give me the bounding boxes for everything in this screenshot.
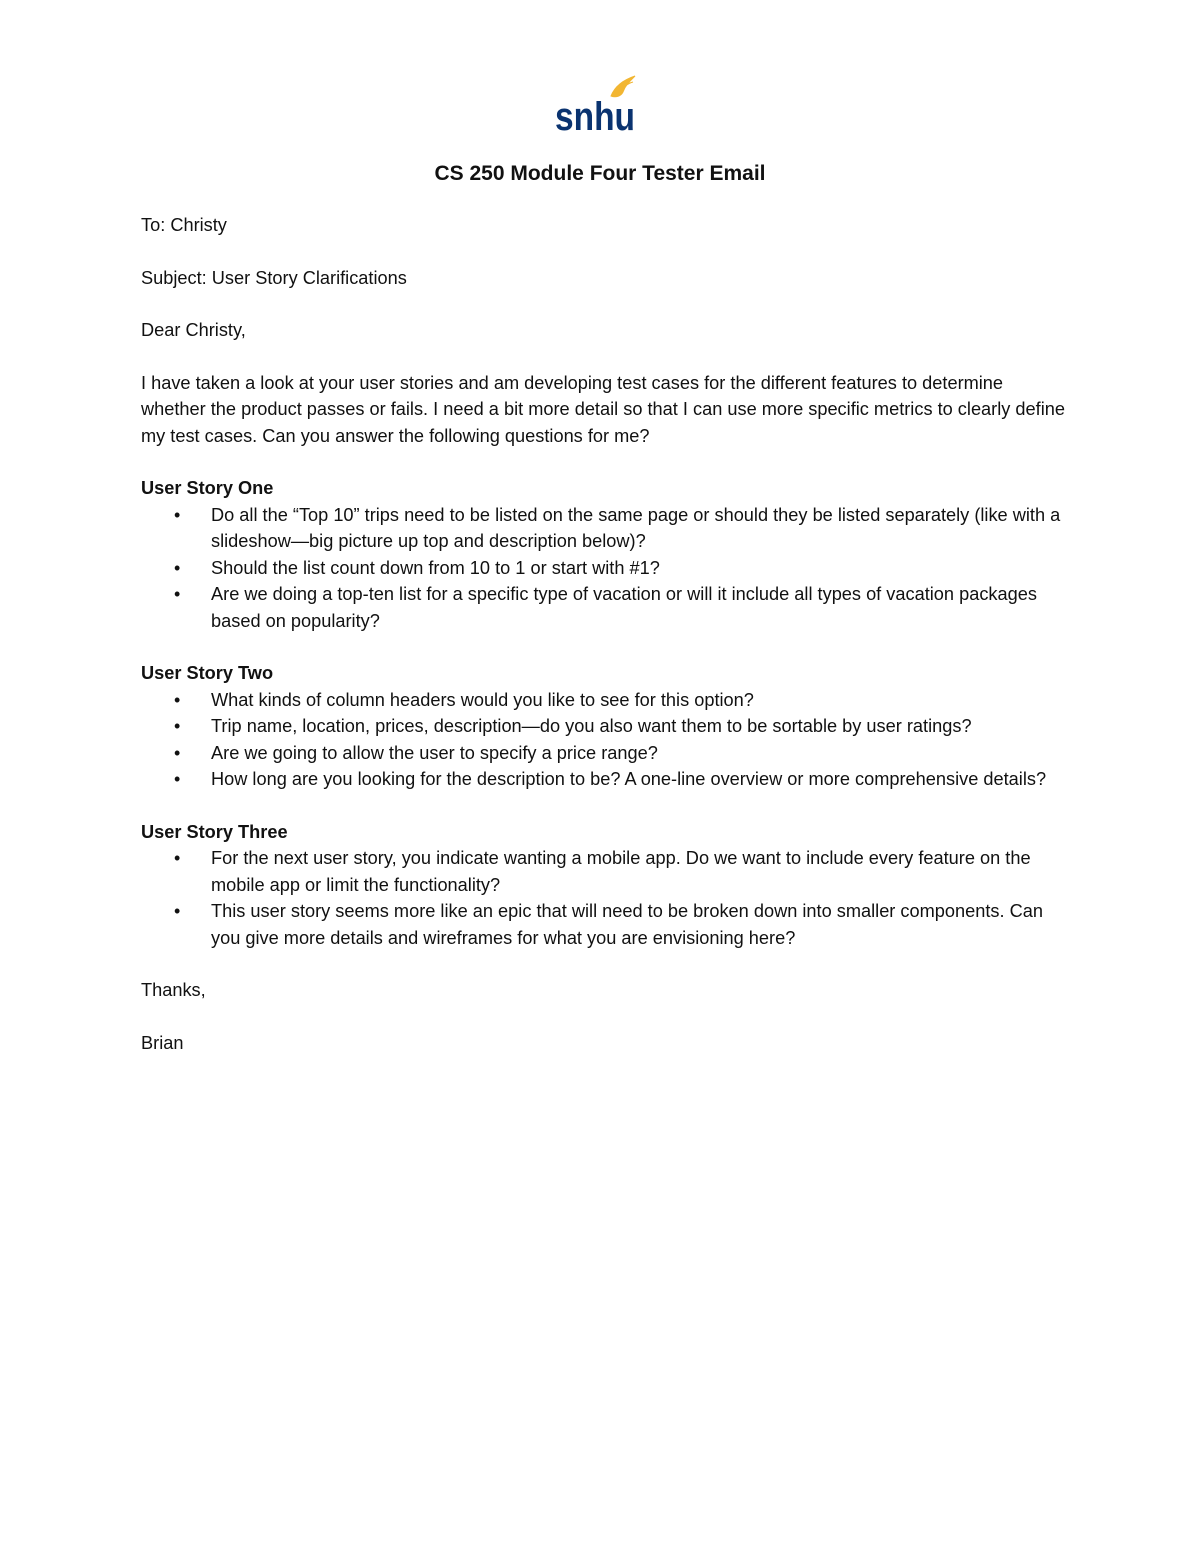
intro-paragraph: I have taken a look at your user stories and am developing test cases for the different features to determine whether the product passes or fails. I need a bit more detail so that I can use more specific metrics to clearly define my test cases. Can you answer the following questions for me? — [141, 372, 1065, 446]
bullet-icon: • — [174, 504, 181, 525]
list-item-text: Do all the “Top 10” trips need to be listed on the same page or should they be listed separately (like with a slideshow—big picture up top and description below)? — [211, 504, 1061, 551]
bullet-icon: • — [174, 769, 181, 789]
bullet-icon: • — [174, 557, 181, 578]
list-item-text: This user story seems more like an epic that will need to be broken down into smaller components. Can you give more details and wireframes for what you are envisioning here? — [211, 901, 1043, 948]
bullet-icon: • — [174, 901, 181, 921]
user-story-one-section — [141, 475, 1071, 634]
question-list — [141, 845, 1071, 951]
section-heading: User Story Three — [141, 821, 288, 842]
list-item — [174, 766, 1071, 793]
list-item-text: Trip name, location, prices, description—do you also want them to be sortable by user ratings? — [211, 716, 972, 736]
snhu-logo — [553, 74, 641, 134]
to-line: To: Christy — [141, 215, 227, 235]
list-item — [174, 713, 1071, 740]
section-heading: User Story One — [141, 478, 274, 498]
flame-leaf-icon — [611, 76, 635, 97]
user-story-three-section — [141, 819, 1071, 952]
bullet-icon: • — [174, 689, 181, 710]
list-item-text: For the next user story, you indicate wanting a mobile app. Do we want to include every feature on the mobile app or limit the functionality? — [211, 848, 1031, 895]
sign-off: Thanks, — [141, 980, 206, 1000]
list-item-text: Should the list count down from 10 to 1 or start with #1? — [211, 557, 660, 578]
bullet-icon: • — [174, 716, 181, 736]
list-item — [174, 555, 1071, 582]
question-list — [141, 502, 1071, 635]
subject-line: Subject: User Story Clarifications — [141, 267, 407, 288]
list-item — [174, 581, 1071, 634]
list-item-text: What kinds of column headers would you like to see for this option? — [211, 689, 754, 710]
list-item — [174, 687, 1071, 714]
section-heading: User Story Two — [141, 663, 274, 683]
list-item-text: Are we going to allow the user to specify a price range? — [211, 742, 658, 763]
page-title: CS 250 Module Four Tester Email — [434, 162, 766, 185]
question-list — [141, 687, 1071, 793]
list-item — [174, 740, 1071, 767]
list-item-text: Are we doing a top-ten list for a specific type of vacation or will it include all types of vacation packages based on popularity? — [211, 584, 1037, 631]
bullet-icon: • — [174, 584, 181, 604]
email-body — [141, 212, 1071, 1082]
list-item — [174, 845, 1071, 898]
list-item-text: How long are you looking for the description to be? A one-line overview or more comprehensive details? — [211, 769, 1047, 789]
bullet-icon: • — [174, 848, 181, 868]
greeting: Dear Christy, — [141, 320, 246, 340]
bullet-icon: • — [174, 742, 181, 763]
user-story-two-section — [141, 660, 1071, 793]
logo-text: snhu — [555, 95, 635, 134]
signature: Brian — [141, 1032, 184, 1053]
list-item — [174, 898, 1071, 951]
list-item — [174, 502, 1071, 555]
